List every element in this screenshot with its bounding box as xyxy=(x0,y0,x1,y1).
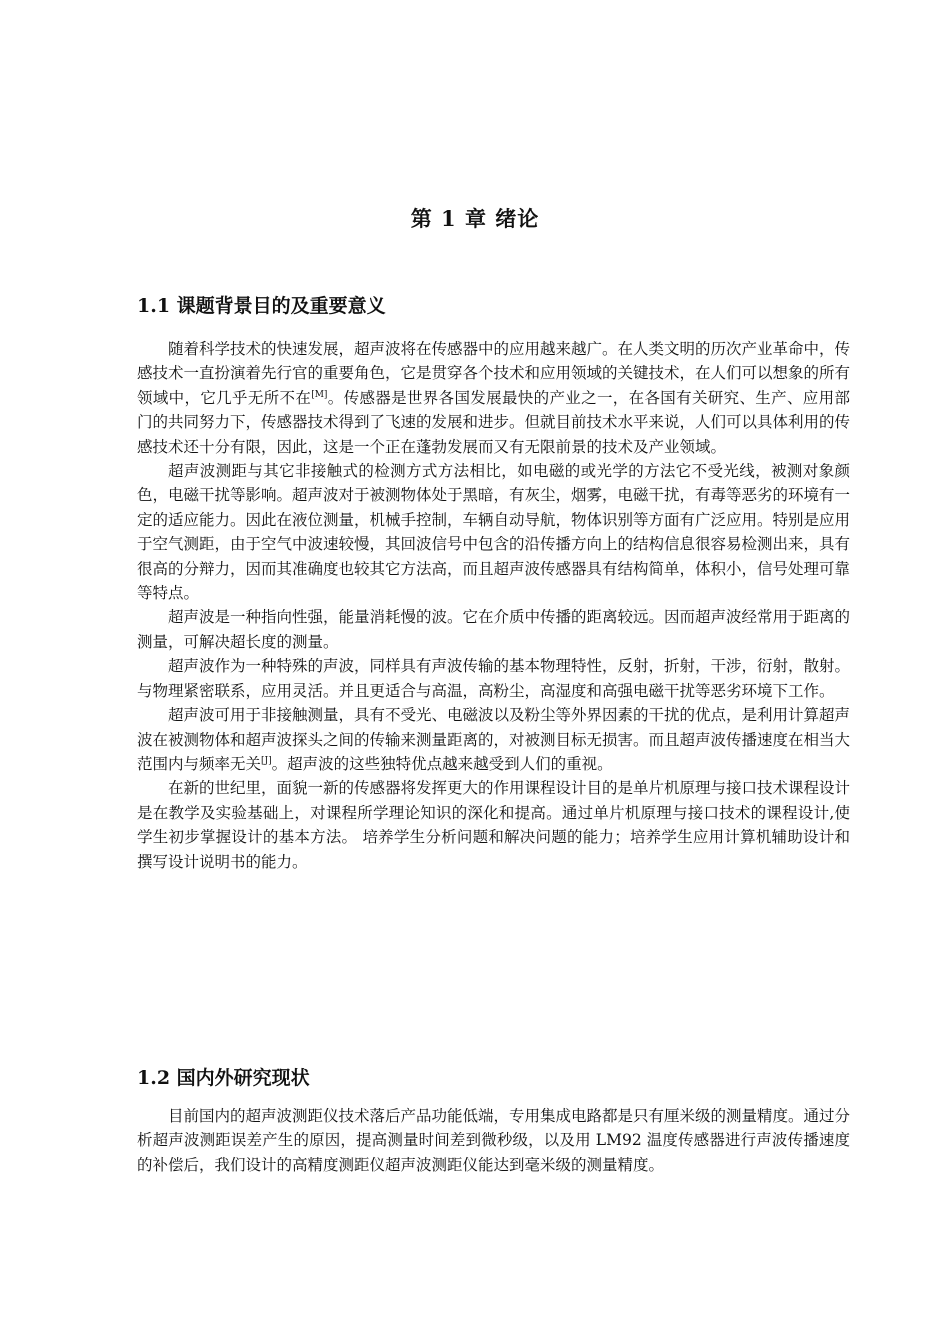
chapter-title: 第 1 章 绪论 xyxy=(410,206,540,231)
paragraph-2: 超声波测距与其它非接触式的检测方式方法相比，如电磁的或光学的方法它不受光线，被测对象颜色，电磁干扰等影响。超声波对于被测物体处于黑暗，有灰尘，烟雾，电磁干扰，有毒等恶劣的环境有一定的适应能力。因此在液位测量，机械手控制，车辆自动导航，物体识别等方面有广泛应用。特别是应用于空气测距，由于空气中波速较慢，其回波信号中包含的沿传播方向上的结构信息很容易检测出来，具有很高的分辩力，因而其准确度也较其它方法高，而且超声波传感器具有结构简单，体积小，信号处理可靠等特点。 xyxy=(137,462,851,603)
paragraph-4: 超声波作为一种特殊的声波，同样具有声波传输的基本物理特性，反射，折射，干涉，衍射，散射。与物理紧密联系，应用灵活。并且更适合与高温，高粉尘，高湿度和高强电磁干扰等恶劣环境下工作。 xyxy=(137,657,851,700)
paragraph-7: 目前国内的超声波测距仪技术落后产品功能低端，专用集成电路都是只有厘米级的测量精度。通过分析超声波测距误差产生的原因，提高测量时间差到微秒级，以及用 LM92 温度传感器进行声波传播速度的补偿后，我们设计的高精度测距仪超声波测距仪能达到毫米级的测量精度。 xyxy=(137,1107,851,1174)
paragraph-1-text-b: 。传感器是世界各国发展最快的产业之一，在各国有关研究、生产、应用部门的共同努力下，传感器技术得到了飞速的发展和进步。但就目前技术水平来说，人们可以具体利用的传感技术还十分有限，因此，这是一个正在蓬勃发展而又有无限前景的技术及产业领域。 xyxy=(137,388,851,456)
paragraph-6: 在新的世纪里，面貌一新的传感器将发挥更大的作用课程设计目的是单片机原理与接口技术课程设计是在教学及实验基础上，对课程所学理论知识的深化和提高。通过单片机原理与接口技术的课程设计,使学生初步掌握设计的基本方法。 培养学生分析问题和解决问题的能力；培养学生应用计算机辅助设计和撰写设计说明书的能力。 xyxy=(137,779,851,871)
paragraph-5-text-a: 超声波可用于非接触测量，具有不受光、电磁波以及粉尘等外界因素的干扰的优点，是利用计算超声波在被测物体和超声波探头之间的传输来测量距离的，对被测目标无损害。而且超声波传播速度在相当大范围内与频率无关 xyxy=(137,706,851,773)
citation-m: [M] xyxy=(311,389,328,400)
paragraph-1 xyxy=(137,337,850,459)
section-1-2-body xyxy=(137,1104,850,1177)
section-title-1-1: 1.1 课题背景目的及重要意义 xyxy=(137,295,386,317)
paragraph-3: 超声波是一种指向性强，能量消耗慢的波。它在介质中传播的距离较远。因而超声波经常用于距离的测量，可解决超长度的测量。 xyxy=(137,608,851,651)
citation-j: [J] xyxy=(261,755,272,766)
section-1-1-body xyxy=(137,337,850,874)
paragraph-5-text-b: 。超声波的这些独特优点越来越受到人们的重视。 xyxy=(271,754,613,773)
paragraph-5 xyxy=(137,703,850,776)
section-title-1-2: 1.2 国内外研究现状 xyxy=(137,1067,310,1089)
paragraph-1-text-a: 随着科学技术的快速发展，超声波将在传感器中的应用越来越广。在人类文明的历次产业革命中，传感技术一直扮演着先行官的重要角色，它是贯穿各个技术和应用领域的关键技术，在人们可以想象的所有领域中，它几乎无所不在 xyxy=(137,340,851,407)
